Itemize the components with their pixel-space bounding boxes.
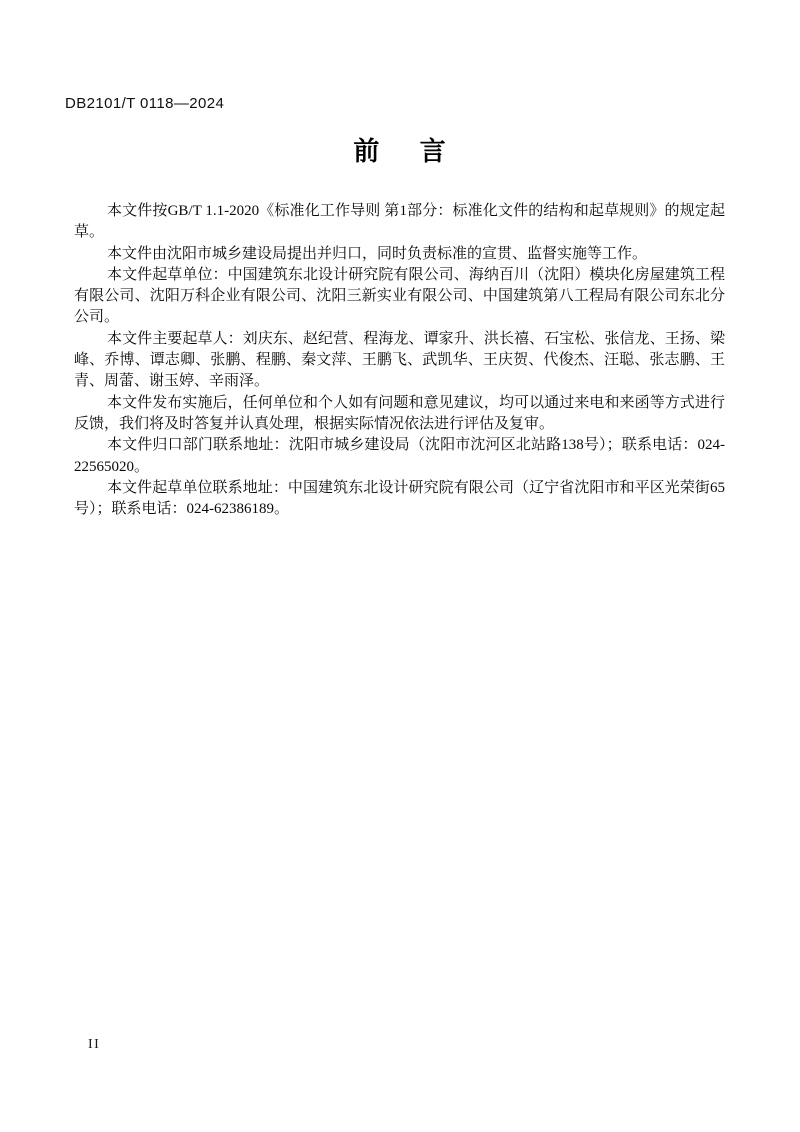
page-number: II (88, 1037, 101, 1052)
foreword-paragraph-drafters: 本文件主要起草人：刘庆东、赵纪营、程海龙、谭家升、洪长禧、石宝松、张信龙、王扬、梁峰、乔博、谭志卿、张鹏、程鹏、秦文萍、王鹏飞、武凯华、王庆贺、代俊杰、汪聪、张志鹏、王青、周蕾、谢玉婷、辛雨泽。 (74, 330, 725, 390)
foreword-paragraph-proposer: 本文件由沈阳市城乡建设局提出并归口，同时负责标准的宣贯、监督实施等工作。 (107, 245, 648, 262)
foreword-paragraph-feedback: 本文件发布实施后，任何单位和个人如有问题和意见建议，均可以通过来电和来函等方式进行反馈，我们将及时答复并认真处理，根据实际情况依法进行评估及复审。 (74, 394, 725, 432)
foreword-title-text: 前言 (353, 137, 486, 166)
foreword-paragraph-basis: 本文件按GB/T 1.1-2020《标准化工作导则 第1部分：标准化文件的结构和起草规则》的规定起草。 (74, 203, 725, 241)
foreword-paragraph-authority-contact: 本文件归口部门联系地址：沈阳市城乡建设局（沈阳市沈河区北站路138号）；联系电话：024-22565020。 (74, 437, 725, 475)
foreword-paragraph-drafting-unit-contact: 本文件起草单位联系地址：中国建筑东北设计研究院有限公司（辽宁省沈阳市和平区光荣街65号）；联系电话：024-62386189。 (74, 479, 725, 518)
document-number: DB2101/T 0118—2024 (65, 95, 225, 112)
foreword-title (74, 136, 725, 168)
foreword-body (74, 201, 725, 520)
foreword-paragraph-drafting-units: 本文件起草单位：中国建筑东北设计研究院有限公司、海纳百川（沈阳）模块化房屋建筑工程有限公司、沈阳万科企业有限公司、沈阳三新实业有限公司、中国建筑第八工程局有限公司东北分公司。 (74, 266, 725, 326)
